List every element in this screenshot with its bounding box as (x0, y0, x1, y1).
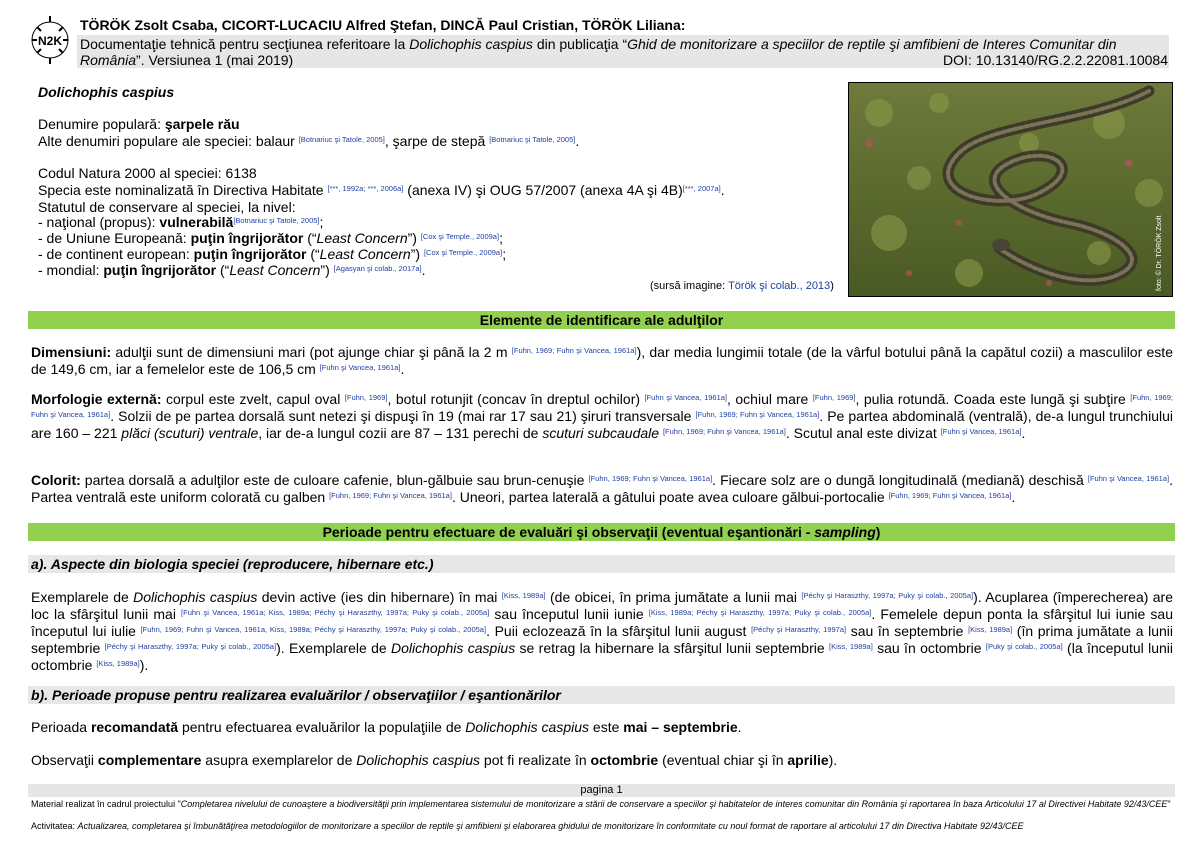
paragraph-coloration: Colorit: partea dorsală a adulţilor este de culoare cafenie, blun-gălbuie sau brun-cenuşie [Fuhn, 1969; Fuhn şi Vancea, 1961a]. Fiecare solz are o dungă longitudinală (mediană) deschisă [Fuhn şi Vancea, 1961a]. Partea ventrală este uniform colorată cu galben [Fuhn, 1969; Fuhn şi Vancea, 1961a]. Uneori, partea laterală a gâtului poate avea culoare gălbui-portocalie [Fuhn, 1969; Fuhn şi Vancea, 1961a]. (31, 472, 1173, 505)
photo-credit: foto: © Dr. TÖRÖK Zsolt (1156, 215, 1163, 291)
subsection-b-header: b). Perioade propuse pentru realizarea evaluărilor / observaţiilor / eşantionărilor (28, 686, 1175, 704)
footer-activity-note: Activitatea: Actualizarea, completarea şi îmbunătăţirea metodologiilor de monitorizare a speciilor de reptile şi amfibieni şi elaborarea ghidului de monitorizare în conformitate cu noul format de raportare al articolului 17 din Directiva Habitate 92/43/CEE (31, 821, 1024, 831)
section-periods-header: Perioade pentru efectuare de evaluări şi observaţii (eventual eşantionări - sampling) (28, 523, 1175, 541)
header-citation-line2: România”. Versiunea 1 (mai 2019) (80, 52, 294, 68)
page-number: pagina 1 (28, 784, 1175, 797)
species-title: Dolichophis caspius (38, 84, 175, 100)
subsection-a-header: a). Aspecte din biologia speciei (reproducere, hibernare etc.) (28, 555, 1175, 573)
header-authors: TÖRÖK Zsolt Csaba, CICORT-LUCACIU Alfred Ştefan, DINCĂ Paul Cristian, TÖRÖK Liliana: (80, 17, 686, 33)
logo-text: N2K (37, 34, 63, 48)
status-national: - naţional (propus): vulnerabilă[Botnariuc şi Tatole, 2005]; (38, 214, 324, 230)
status-heading: Statutul de conservare al speciei, la nivel: (38, 199, 296, 215)
status-world: - mondial: puţin îngrijorător (“Least Concern”) [Agasyan şi colab., 2017a]. (38, 262, 426, 278)
popular-name: Denumire populară: şarpele rău (38, 116, 240, 132)
paragraph-biology: Exemplarele de Dolichophis caspius devin active (ies din hibernare) în mai [Kiss, 1989a] (de obicei, în prima jumătate a lunii mai [Péchy şi Haraszthy, 1997a; Puky şi colab., 2005a]). Acuplarea (împerecherea) are loc la sfârşitul lunii mai [Fuhn şi Vancea, 1961a; Kiss, 1989a; Péchy şi Haraszthy, 1997a; Puky şi colab., 2005a] sau începutul lunii iunie [Kiss, 1989a; Péchy şi Haraszthy, 1997a; Puky şi colab., 2005a]. Femelele depun ponta la sfârşitul lui iunie sau începutul lui iulie [Fuhn, 1969; Fuhn şi Vancea, 1961a, Kiss, 1989a; Péchy şi Haraszthy, 1997a; Puky şi colab., 2005a]. Puii eclozează în la sfârşitul lunii august [Péchy şi Haraszthy, 1997a] sau în septembrie [Kiss, 1989a] (în prima jumătate a lunii septembrie [Péchy şi Haraszthy, 1997a; Puky şi colab., 2005a]). Exemplarele de Dolichophis caspius se retrag la hibernare la sfârşitul lunii septembrie [Kiss, 1989a] sau în octombrie [Puky şi colab., 2005a] (la începutul lunii octombrie [Kiss, 1989a]). (31, 589, 1174, 673)
snake-photo (848, 82, 1173, 297)
header-doi: DOI: 10.13140/RG.2.2.22081.10084 (943, 52, 1168, 68)
paragraph-recommended-period: Perioada recomandată pentru efectuarea evaluărilor la populaţiile de Dolichophis caspius este mai – septembrie. (31, 719, 742, 735)
status-continent: - de continent european: puţin îngrijorător (“Least Concern”) [Cox şi Temple., 2009a]; (38, 246, 507, 262)
section-identification-header: Elemente de identificare ale adulţilor (28, 311, 1175, 329)
paragraph-complementary-period: Observaţii complementare asupra exemplarelor de Dolichophis caspius pot fi realizate în octombrie (eventual chiar şi în aprilie). (31, 752, 838, 768)
footer-project-note: Material realizat în cadrul proiectului "Completarea nivelului de cunoaştere a biodiversităţii prin implementarea sistemului de monitorizare a stării de conservare a speciilor şi habitatelor de interes comunitar din România şi raportarea în baza Articolului 17 al Directivei Habitate 92/43/CEE" (31, 799, 1171, 809)
image-source: (sursă imagine: Török şi colab., 2013) (650, 280, 834, 292)
other-names: Alte denumiri populare ale speciei: balaur [Botnariuc şi Tatole, 2005], şarpe de stepă [Botnariuc şi Tatole, 2005]. (38, 133, 580, 149)
n2k-logo (30, 14, 70, 66)
paragraph-dimensions: Dimensiuni: adulţii sunt de dimensiuni mari (pot ajunge chiar şi până la 2 m [Fuhn, 1969; Fuhn şi Vancea, 1961a]), dar media lungimii totale (de la vârful botului până la capătul cozii) a masculilor este de 149,6 cm, iar a femelelor este de 106,5 cm [Fuhn şi Vancea, 1961a]. (31, 344, 1173, 377)
directive-line: Specia este nominalizată în Directiva Habitate [***, 1992a; ***, 2006a] (anexa IV) şi OUG 57/2007 (anexa 4A şi 4B)[***, 2007a]. (38, 182, 725, 198)
header-citation-line1: Documentaţie tehnică pentru secţiunea referitoare la Dolichophis caspius din publicaţia “Ghid de monitorizare a speciilor de reptile şi amfibieni de Interes Comunitar din (80, 36, 1117, 52)
paragraph-morphology: Morfologie externă: corpul este zvelt, capul oval [Fuhn, 1969], botul rotunjit (concav în dreptul ochilor) [Fuhn şi Vancea, 1961a], ochiul mare [Fuhn, 1969], pulia rotundă. Coada este lungă şi subţire [Fuhn, 1969; Fuhn şi Vancea, 1961a]. Solzii de pe partea dorsală sunt netezi şi dispuşi în 19 (mai rar 17 sau 21) şiruri transversale [Fuhn, 1969; Fuhn şi Vancea, 1961a]. Pe partea abdominală (ventrală), de-a lungul trunchiului are 160 – 221 plăci (scuturi) ventrale, iar de-a lungul cozii are 87 – 131 perechi de scuturi subcaudale [Fuhn, 1969; Fuhn şi Vancea, 1961a]. Scutul anal este divizat [Fuhn şi Vancea, 1961a]. (31, 391, 1173, 441)
natura-code: Codul Natura 2000 al speciei: 6138 (38, 165, 257, 181)
status-eu: - de Uniune Europeană: puţin îngrijorător (“Least Concern”) [Cox şi Temple., 2009a]; (38, 230, 503, 246)
